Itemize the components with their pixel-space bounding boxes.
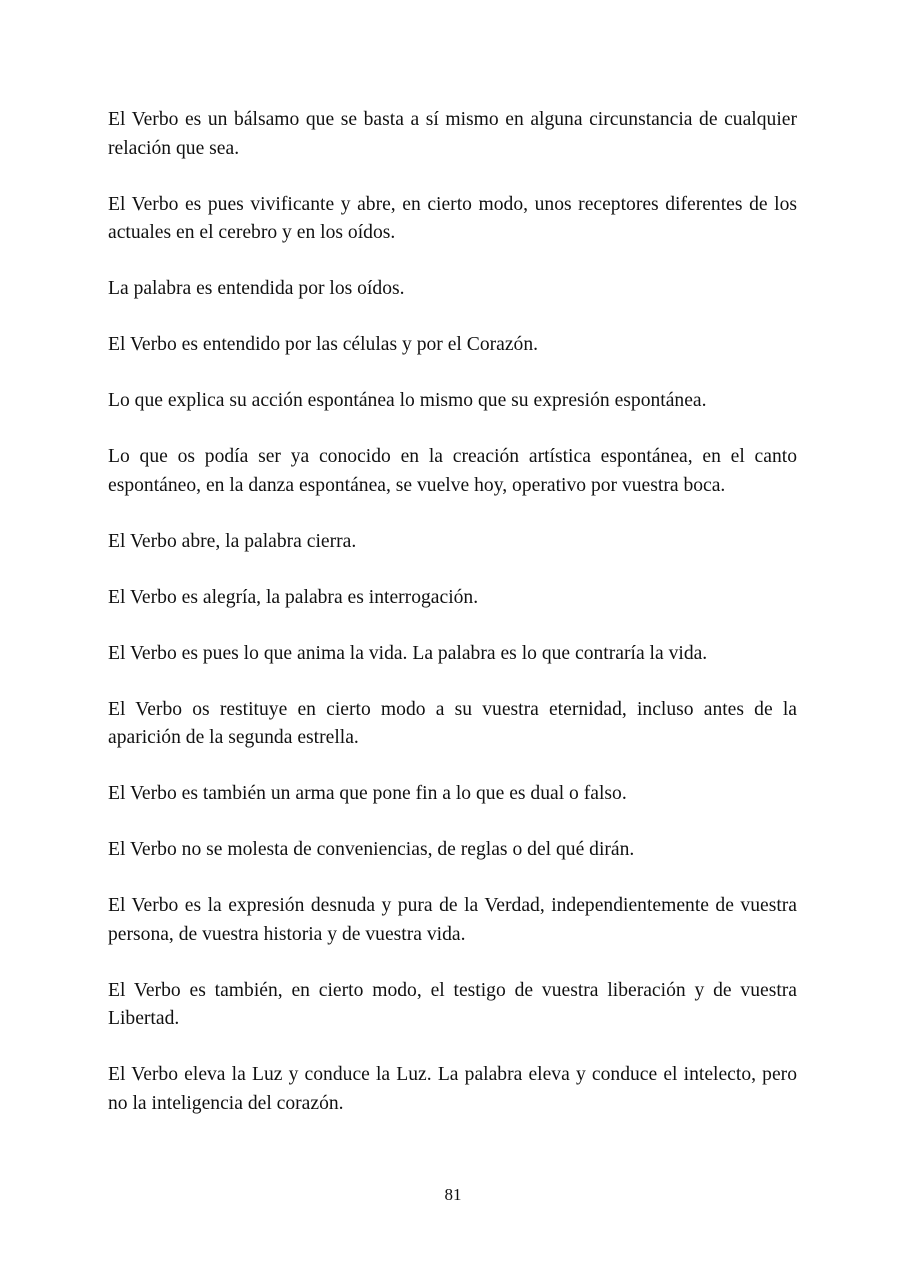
paragraph: El Verbo abre, la palabra cierra. [108, 530, 357, 552]
paragraph: El Verbo es pues lo que anima la vida. La palabra es lo que contraría la vida. [108, 642, 708, 664]
page-number: 81 [444, 1185, 462, 1204]
paragraph: Lo que explica su acción espontánea lo mismo que su expresión espontánea. [108, 390, 707, 411]
paragraph: El Verbo no se molesta de conveniencias, de reglas o del qué dirán. [108, 839, 635, 860]
paragraph: El Verbo es alegría, la palabra es interrogación. [108, 586, 479, 608]
paragraph: El Verbo eleva la Luz y conduce la Luz. La palabra eleva y conduce el intelecto, pero no la inteligencia del corazón. [108, 1064, 797, 1114]
paragraph: El Verbo es entendido por las células y por el Corazón. [108, 334, 539, 355]
paragraph: El Verbo es pues vivificante y abre, en cierto modo, unos receptores diferentes de los actuales en el cerebro y en los oídos. [108, 193, 797, 243]
paragraph: El Verbo os restituye en cierto modo a su vuestra eternidad, incluso antes de la aparición de la segunda estrella. [108, 698, 797, 748]
paragraph: Lo que os podía ser ya conocido en la creación artística espontánea, en el canto espontáneo, en la danza espontánea, se vuelve hoy, operativo por vuestra boca. [108, 446, 797, 496]
paragraph: La palabra es entendida por los oídos. [108, 278, 405, 299]
paragraph: El Verbo es también un arma que pone fin a lo que es dual o falso. [108, 783, 627, 804]
paragraph: El Verbo es un bálsamo que se basta a sí mismo en alguna circunstancia de cualquier relación que sea. [108, 109, 797, 159]
body-text [108, 106, 797, 1146]
paragraph: El Verbo es la expresión desnuda y pura de la Verdad, independientemente de vuestra persona, de vuestra historia y de vuestra vida. [108, 895, 797, 945]
paragraph: El Verbo es también, en cierto modo, el testigo de vuestra liberación y de vuestra Libertad. [108, 979, 797, 1029]
